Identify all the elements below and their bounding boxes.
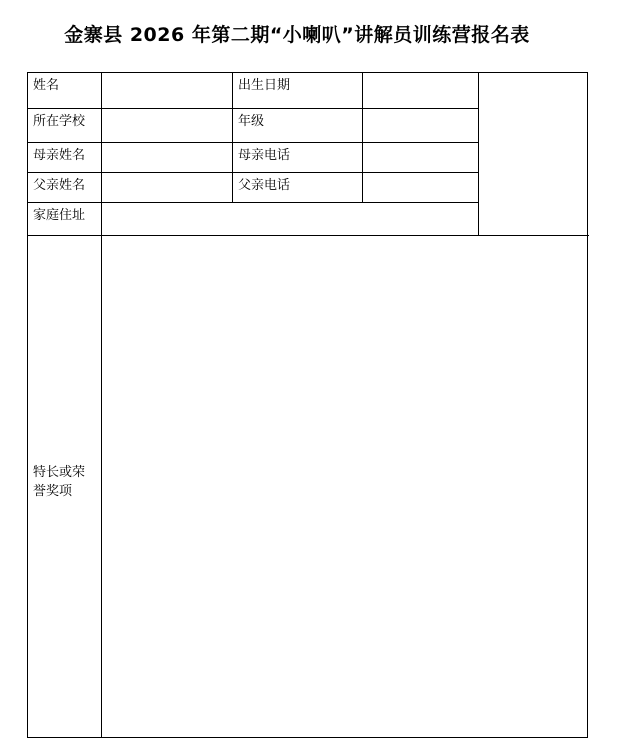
name-field[interactable]	[102, 73, 233, 109]
address-field[interactable]	[102, 203, 479, 236]
father-name-field[interactable]	[102, 173, 233, 203]
grade-field[interactable]	[363, 109, 479, 143]
birth-date-field[interactable]	[363, 73, 479, 109]
mother-phone-label: 母亲电话	[233, 143, 363, 173]
grade-label: 年级	[233, 109, 363, 143]
father-phone-field[interactable]	[363, 173, 479, 203]
talents-awards-label: 特长或荣誉奖项	[33, 464, 86, 499]
address-label: 家庭住址	[28, 203, 102, 236]
talents-awards-label-cell	[28, 236, 102, 737]
birth-date-label: 出生日期	[233, 73, 363, 109]
mother-name-label: 母亲姓名	[28, 143, 102, 173]
father-name-label: 父亲姓名	[28, 173, 102, 203]
form-title: 金寨县 2026 年第二期“小喇叭”讲解员训练营报名表	[64, 24, 530, 46]
school-field[interactable]	[102, 109, 233, 143]
school-label: 所在学校	[28, 109, 102, 143]
father-phone-label: 父亲电话	[233, 173, 363, 203]
mother-phone-field[interactable]	[363, 143, 479, 173]
mother-name-field[interactable]	[102, 143, 233, 173]
talents-awards-field[interactable]	[102, 236, 589, 737]
photo-box[interactable]	[479, 73, 589, 236]
registration-form-table	[27, 72, 588, 738]
name-label: 姓名	[28, 73, 102, 109]
